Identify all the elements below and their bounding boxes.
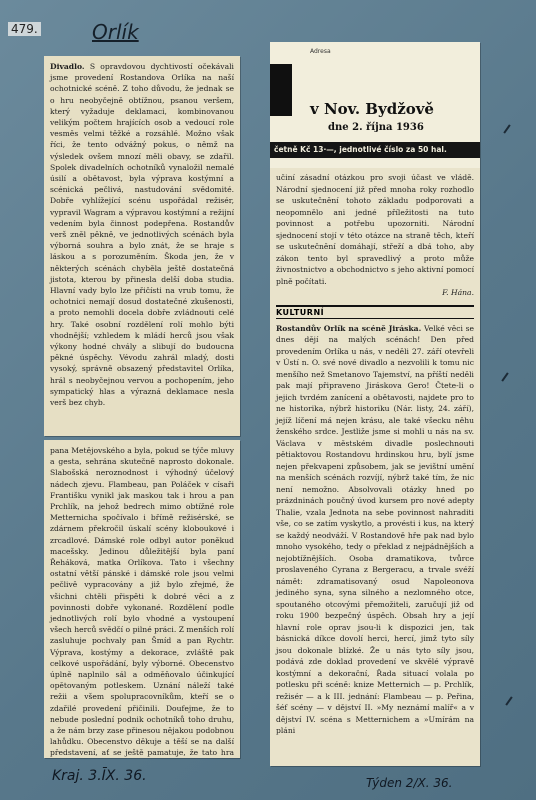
- margin-tick-mark: [501, 372, 508, 381]
- newspaper-masthead: [270, 42, 480, 168]
- handwritten-note-tyden: Týden 2/X. 36.: [366, 776, 453, 790]
- newspaper-top-signature: F. Hána.: [442, 288, 474, 297]
- article-body: Velké věci se dnes dějí na malých scénách! Den před provedením Orlíka u nás, v neděli 27. září otevřeli v Ústí n. O. své nové divadlo a nezvolili k tomu nic menšího než Smetanovo Tajemství, na příští neděli pak mají připraveno Jiráskova Gero! Čtete-li o jejich tvrdém zanícení a obětavosti, najdete pro to ne historika, nýbrž historiku (Nár. listy, 24. září), jejíž líčení má nejen krásu, ale také všecku něhu ženského srdce. Jestliže jsme si mohli u nás na sv. Václava v městském divadle poslechnouti pětiaktovou Rostandovu hrdinskou hru, bylí jsme nejen překvapeni způsobem, jak se jevištní umění na menších scénách rozvíjí, nýbrž také tím, že nic není nemožno. Absolvovali otázky hned po prázdninách poučný úvod kursem pro nové adepty Thalie, vzala Jednota na sebe povinnost nahraditi vše, co se zatím vyskytlo, a provésti i kus, na který se každý neodváží. V Rostandově hře pak nad bylo mnoho vysokého, tedy o překlad z nejpádnějších a nejobtížnějších. Osoba dramatikova, tvůrce proslaveného Cyrana z Bergeracu, a trvale svéží námět: zdramatisovaný osud Napoleonova jediného syna, syna silného a nezlomného otce, spoutaného otcovými přemožiteli, zaručují již od roku 1900 bezpečný úspěch. Obsah hry a její hlavní role oprav jsou-li k dispozici jen, tak básnická díkce dovolí herci, hercí, jimž tyto síly jsou dokonale blízké. Že u nás tyto síly jsou, podává zde doklad provedení ve skvělé výpravě kostýmní a dekorační, Řada situací volala po potlesku při scéně: knize Metternich — p. Prchlík, režisér — a k III. jednání: Flambeau — p. Peřina, šéf scény — v dějství II. »My neznámí malíř« a v dějství IV. scéna s Metternichem a »Umírám na pláni: [276, 323, 474, 735]
- section-heading: KULTURNÍ: [276, 305, 474, 319]
- newspaper-article: [276, 323, 474, 737]
- page-number: 479.: [8, 22, 41, 36]
- article-headline: Rostandův Orlík na scéně Jiráska.: [276, 323, 422, 333]
- clipping-continuation: [44, 440, 240, 758]
- clipping-continuation-text: pana Metějovského a byla, pokud se týče mluvy a gesta, sehrána skutečně naprosto dokonale. Slabošská neroznodnost i výhodný účelový nádech zjevu. Flambeau, pan Poláček v císaři Františku vynikl jak maskou tak i hrou a pan Prchlík, na jehož bedrech mimo obtížné role Metternicha spočívalo i břímě režisérské, se zdárnem překročil úskalí scény kloboukové i zrcadlové. Dámské role odbyl autor poněkud macešsky. Jedinou důležitější byla paní Řeháková, matka Orlíkova. Tato i všechny ostatní větší pánské i dámské role jsou velmi pečlivě vypracovány a již bylo zřejmé, že všichni chtěli přispěti k dobré věci a z povinnosti dobře vykonané. Rozdělení podle jednotlivých rolí bylo vhodné a vystoupení všech herců svědčí o pilné práci. Z menších rolí zasluhuje pochvaly pan Šmíd a pan Rychtr. Výprava, kostýmy a dekorace, zvláště pak celkové uspořádání, byly výborné. Obecenstvo úplně naplnilo sál a odměňovalo účinkující opětovaným potleskem. Uznání náleží také režii a všem spolupracovníkům, kteří se o zdařilé provedení přičinili. Doufejme, že to nebude poslední podnik ochotníků toho druhu, a že nám brzy zase přinesou nějakou podobnou lahůdku. Obecenstvo děkuje a těší se na další představení, ať se ještě pamatuje, že tato hra: [50, 446, 234, 758]
- handwritten-note-kraj: Kraj. 3.ĪX. 36.: [52, 768, 147, 784]
- clipping-divadlo-body: S opravdovou dychtivostí očekávali jsme provedení Rostandova Orlíka na naší ochotnické scéně. Z toho důvodu, že jednak se o hru neobyčejně obtížnou, psanou veršem, který vyžaduje deklamaci, kombinovanou velikým počtem hrajících osob a vedoucí role vesměs velmi těžké a rozsáhlé. Možno však říci, že tento odvážný pokus, o němž na výsledek ovšem mnozí měli obavy, se zdařil. Spolek divadelních ochotníků vynaložil nemalé úsilí a obětavost, byla výprava kostýmní a scénická pečlivá, nastudování svědomité. Dobře vyhlížející scénu uspořádal režisér, vypravil Wagram a výpravou kostýmní a režijní vedením byla činnost podepřena. Rostandův verš zněl pěkně, ve jednotlivých scénách byla výborná souhra a bylo znát, že se hraje s láskou a s porozuměním. Škoda jen, že v některých scénách chyběla ještě dostatečná jistota, kterou by přinesla delší doba studia. Hlavní vady bylo lze přičísti na vrub tomu, že ochotnici nemají dosud dostatečné zkušenosti, a proto nemohli docela dobře zvládnouti celé hry. Také osobní rozdělení rolí mohlo býti vhodnější; vzhledem k mládí herců jsou však výkony hodné chvály a slibují do budoucna pěkné úspěchy. Vévodu zahrál mladý, dosti vysoký, správně obsazený představitel Orlíka, hrál s neobyčejnou vervou a pochopením, jeho sympatický hlas a výrazná deklamace nesla verš bez chyb.: [50, 62, 234, 408]
- handwritten-title: Orlík: [92, 20, 139, 44]
- margin-tick-mark: [503, 124, 510, 133]
- clipping-newspaper: [270, 42, 480, 766]
- margin-tick-mark: [505, 696, 512, 705]
- clipping-lead: Divadlo.: [50, 62, 85, 71]
- masthead-address-label: Adresa: [310, 48, 331, 55]
- masthead-price-bar: četně Kč 13·—, jednotlivé číslo za 50 hal.: [270, 142, 480, 158]
- newspaper-body: [270, 168, 480, 737]
- masthead-town: v Nov. Bydžově: [310, 100, 434, 118]
- masthead-date: dne 2. října 1936: [328, 122, 424, 133]
- masthead-logo-fragment: [270, 64, 292, 116]
- newspaper-top-text: učiní zásadní otázkou pro svoji účast ve vládě. Národní sjednocení již před mnoha roky rozhodlo se uskutečnění tohoto základu podporovati a neopomnělo ani jedné příležitosti na tuto povinnost a potřebu upozorniti. Národní sjednocení stojí v této otázce na straně těch, kteří se uskutečnění domáhají, střeží a dbá toho, aby zákon tento byl spravedlivý a proto může živnostnictvo a obchodnictvo s jeho aktivní pomocí plně počítati.: [276, 173, 474, 286]
- clipping-divadlo-text: [50, 61, 234, 408]
- clipping-divadlo: [44, 56, 240, 436]
